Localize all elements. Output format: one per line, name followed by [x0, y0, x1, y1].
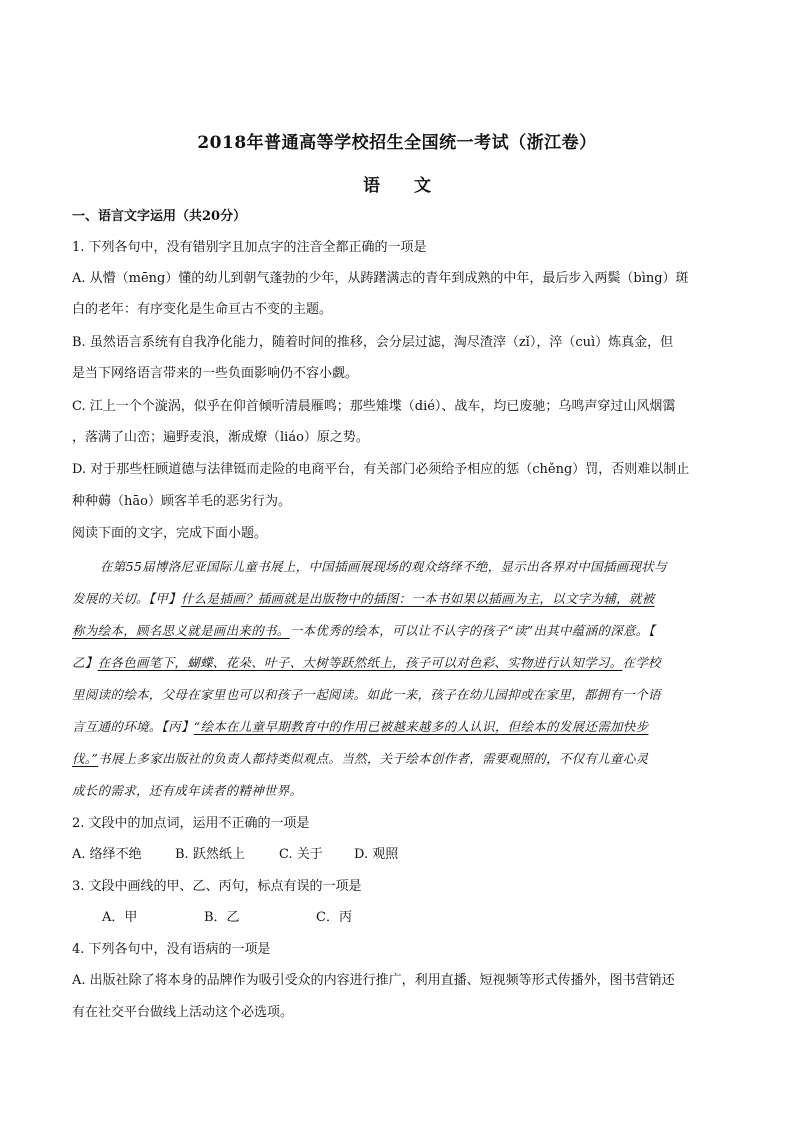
- q2-stem: 2. 文段中的加点词，运用不正确的一项是: [72, 816, 310, 831]
- q2-options: [72, 845, 732, 865]
- subject-heading: 语 文: [363, 176, 445, 196]
- q1-stem: 1. 下列各句中，没有错别字且加点字的注音全都正确的一项是: [72, 240, 427, 255]
- q4-option-a-line2: 有在社交平台做线上活动这个必选项。: [72, 1005, 294, 1020]
- reading-instruction: 阅读下面的文字，完成下面小题。: [72, 526, 268, 541]
- q4-option-a-line1: A. 出版社除了将本身的品牌作为吸引受众的内容进行推广，利用直播、短视频等形式传播外，图书营销还: [72, 973, 675, 988]
- q1-option-d-line2: 种种薅（hāo）顾客羊毛的恶劣行为。: [72, 494, 291, 509]
- q1-option-a-line1: A. 从懵（mēng）懂的幼儿到朝气蓬勃的少年，从踌躇满志的青年到成熟的中年，最后步入两鬓（bìng）斑: [72, 271, 689, 286]
- q1-option-b-line2: 是当下网络语言带来的一些负面影响仍不容小觑。: [72, 366, 359, 381]
- section-heading: 一、语言文字运用（共20分）: [72, 209, 247, 224]
- passage-line: [72, 621, 732, 641]
- q3-options: [72, 908, 732, 928]
- q2-option-d: D. 观照: [354, 847, 399, 862]
- underlined-sentence-jia: 称为绘本，顾名思义就是画出来的书。: [72, 623, 290, 638]
- passage-text: 乙】: [72, 655, 98, 670]
- q1-option-a-line2: 白的老年：有序变化是生命亘古不变的主题。: [72, 302, 333, 317]
- q1-option-b-line1: B. 虽然语言系统有自我净化能力，随着时间的推移，会分层过滤，淘尽渣滓（zǐ），淬（cuì）炼真金，但: [72, 335, 674, 350]
- passage-line: [72, 653, 732, 673]
- underlined-sentence-jia: 什么是插画？插画就是出版物中的插图：一本书如果以插画为主，以文字为辅，就被: [180, 591, 655, 606]
- q3-option-c: C．丙: [316, 910, 352, 925]
- passage-text: 一本优秀的绘本，可以让不认字的孩子“读”出其中蕴涵的深意。【: [289, 623, 656, 638]
- q4-stem: 4. 下列各句中，没有语病的一项是: [72, 942, 271, 957]
- q2-option-a: A. 络绎不绝: [72, 847, 142, 862]
- q3-option-a: A．甲: [102, 910, 138, 925]
- underlined-sentence-yi: 孩子可以对色彩、实物进行认知学习。: [404, 655, 623, 670]
- q1-option-d-line1: D. 对于那些枉顾道德与法律铤而走险的电商平台，有关部门必须给予相应的惩（chěng）罚，否则难以制止: [72, 462, 690, 477]
- q2-option-b: B. 跃然纸上: [175, 847, 245, 862]
- q1-option-c-line1: C. 江上一个个漩涡，似乎在仰首倾听清晨雁鸣；那些雉堞（dié）、战车，均已废驰；乌鸣声穿过山风烟霭: [72, 399, 676, 414]
- passage-line: [72, 717, 732, 737]
- passage-line: [72, 749, 732, 769]
- underlined-sentence-bing: “绘本在儿童早期教育中的作用已被越来越多的人认识，但绘本的发展还需加快步: [193, 719, 649, 734]
- passage-line: 里阅读的绘本，父母在家里也可以和孩子一起阅读。如此一来，孩子在幼儿园抑或在家里，都拥有一个语: [72, 687, 661, 702]
- underlined-sentence-bing: 伐。”: [72, 751, 99, 766]
- underlined-sentence-yi: 在各色画笔下，蝴蝶、花朵、叶子、大树等跃然纸上，: [97, 655, 405, 670]
- passage-line: 在第55届博洛尼亚国际儿童书展上，中国插画展现场的观众络绎不绝，显示出各界对中国插画现状与: [100, 559, 667, 574]
- exam-title: 2018年普通高等学校招生全国统一考试（浙江卷）: [197, 133, 597, 153]
- passage-text: 言互通的环境。【丙】: [72, 719, 194, 734]
- passage-line: [72, 589, 732, 609]
- passage-line: 成长的需求，还有成年读者的精神世界。: [72, 783, 303, 798]
- passage-text: 在学校: [622, 655, 661, 670]
- q3-option-b: B．乙: [204, 910, 240, 925]
- passage-text: 书展上多家出版社的负责人都持类似观点。当然，关于绘本创作者，需要观照的，不仅有儿童心灵: [98, 751, 649, 766]
- q3-stem: 3. 文段中画线的甲、乙、丙句，标点有误的一项是: [72, 879, 362, 894]
- passage-text: 发展的关切。【甲】: [72, 591, 181, 606]
- q2-option-c: C. 关于: [279, 847, 323, 862]
- q1-option-c-line2: ，落满了山峦；遍野麦浪，渐成燎（liáo）原之势。: [72, 430, 369, 445]
